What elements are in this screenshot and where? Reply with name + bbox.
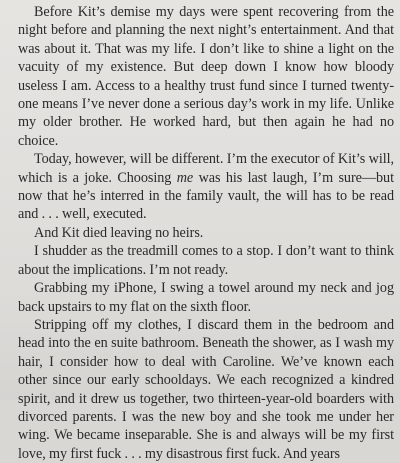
emphasis-me: me: [176, 169, 194, 186]
paragraph-4: I shudder as the treadmill comes to a stop. I don’t want to think about the implications. I’m not ready.: [18, 243, 394, 278]
body-text: [18, 3, 394, 463]
paragraph-2-before: Today, however, will be different. I’m the executor of Kit’s will, which is a joke. Choosing: [18, 151, 394, 186]
paragraph-1: Before Kit’s demise my days were spent recovering from the night before and planning the next night’s entertainment. And that was about it. That was my life. I don’t like to shine a light on the vacuity of my existence. But deep down I know how bloody useless I am. Access to a healthy trust fund since I turned twenty-one means I’ve never done a serious day’s work in my life. Unlike my older brother. He worked hard, but then again he had no choice.: [18, 4, 394, 149]
paragraph-5: Grabbing my iPhone, I swing a towel around my neck and jog back upstairs to my flat on the sixth floor.: [18, 280, 394, 315]
paragraph-3: And Kit died leaving no heirs.: [34, 224, 204, 241]
paragraph-6: Stripping off my clothes, I discard them in the bedroom and head into the en suite bathroom. Beneath the shower, as I wash my hair, I consider how to deal with Caroline. We’ve known each other since our early schooldays. We each recognized a kindred spirit, and it drew us together, two thirteen-year-old boarders with divorced parents. I was the new boy and she took me under her wing. We became inseparable. She is and always will be my first love, my first fuck . . . my disastrous first fuck. And years: [18, 316, 394, 462]
paragraph-2-after: was his last laugh, I’m sure—but now that he’s interred in the family vault, the will has to be read and . . . well, executed.: [18, 169, 394, 223]
paragraph-2: [18, 150, 394, 224]
